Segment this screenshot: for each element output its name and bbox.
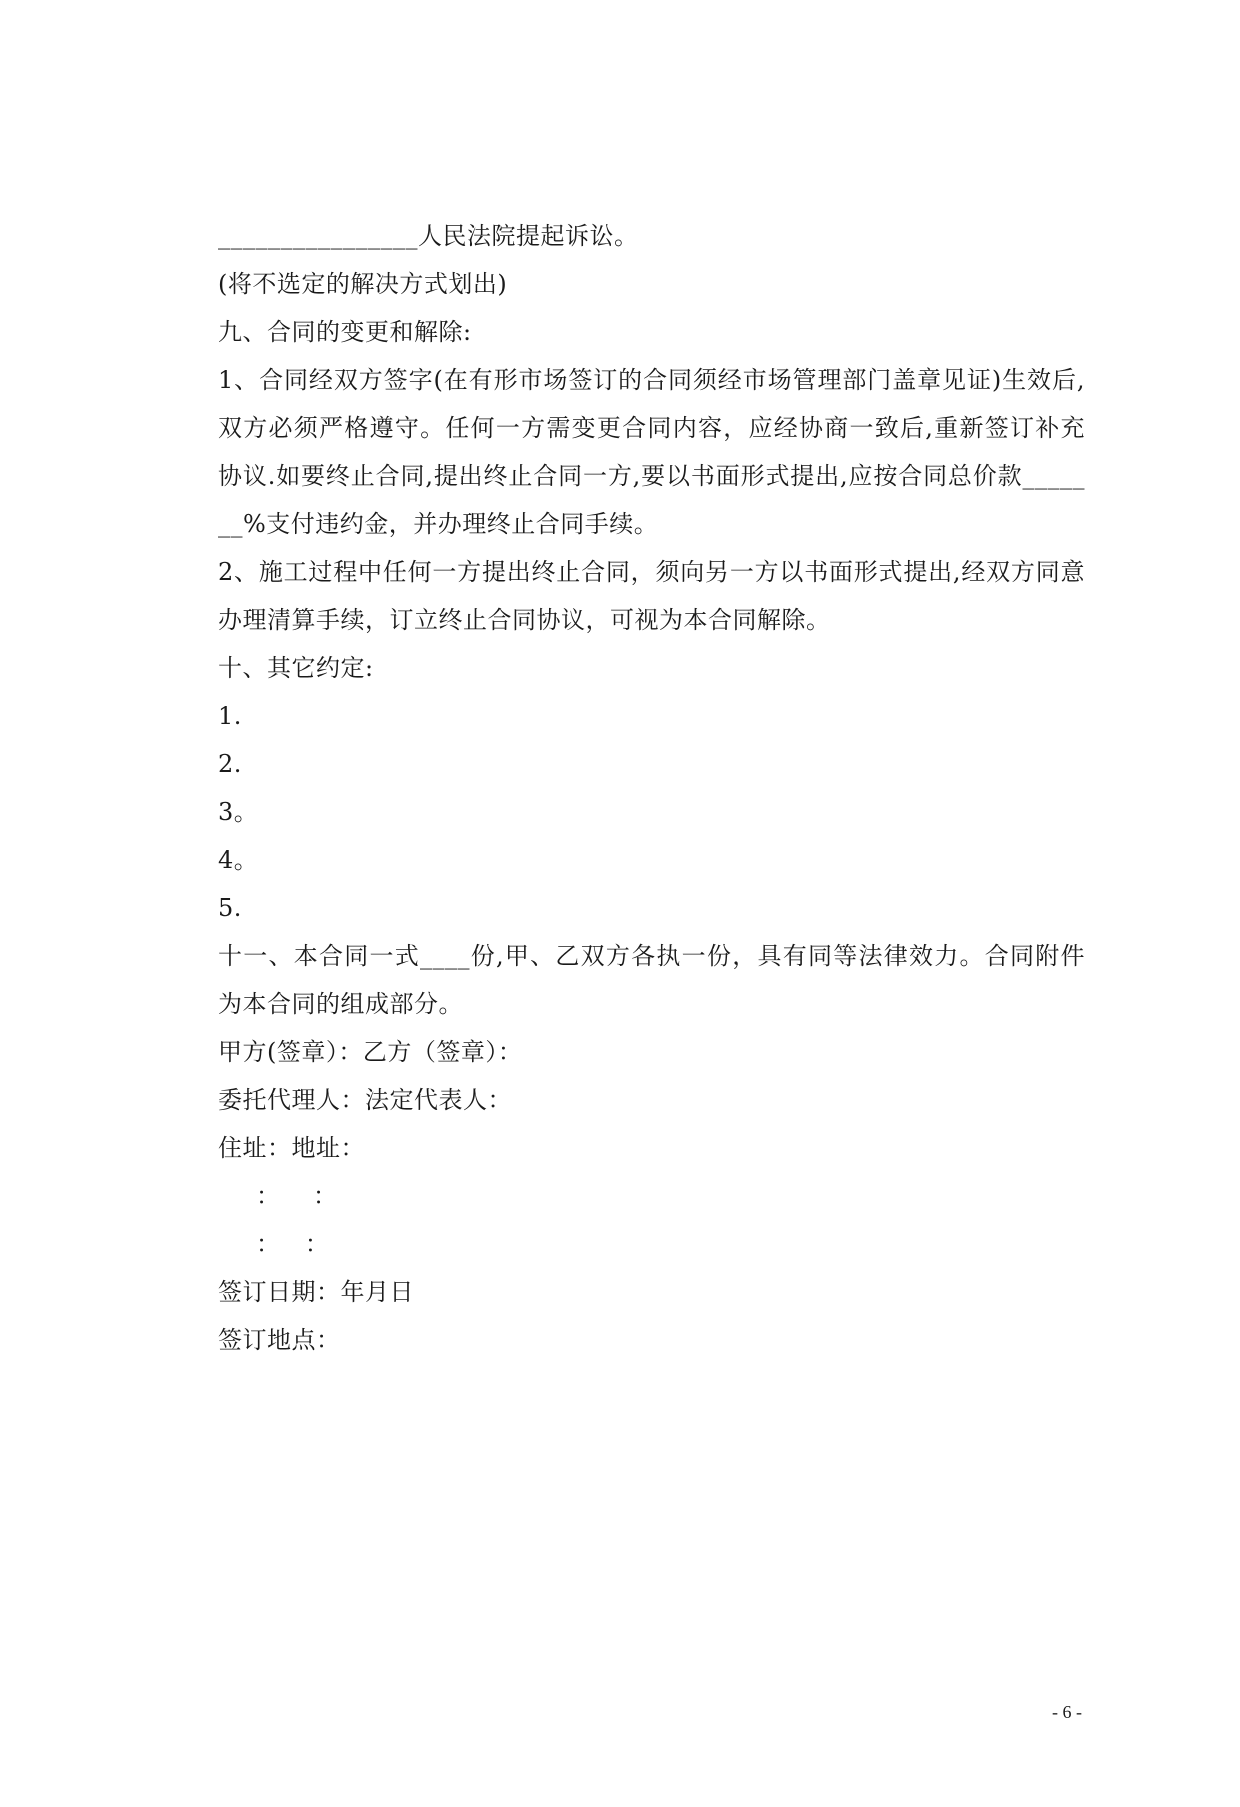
other-term-item: 5. (218, 894, 242, 922)
other-term-item: 1. (218, 702, 242, 730)
agent-representative-line: 委托代理人：法定代表人： (218, 1086, 512, 1114)
other-term-item: 4。 (218, 846, 259, 874)
address-line: 住址：地址： (218, 1134, 365, 1162)
section-9-clause-1-line-3: 协议.如要终止合同,提出终止合同一方,要以书面形式提出,应按合同总价款_____ (218, 462, 1085, 490)
section-9-clause-2-line-1: 2、施工过程中任何一方提出终止合同，须向另一方以书面形式提出,经双方同意 (218, 558, 1085, 586)
blank-field-line: ： ： (256, 1230, 330, 1258)
court-litigation-line: ________________人民法院提起诉讼。 (218, 222, 639, 250)
section-11-line-1: 十一、本合同一式____份,甲、乙双方各执一份，具有同等法律效力。合同附件 (218, 942, 1085, 970)
section-10-heading: 十、其它约定: (218, 654, 374, 682)
contract-body (218, 212, 1085, 1364)
other-term-item: 2. (218, 750, 242, 778)
section-9-clause-1-line-2: 双方必须严格遵守。任何一方需变更合同内容，应经协商一致后,重新签订补充 (218, 414, 1085, 442)
signature-parties-line: 甲方(签章）：乙方（签章）： (218, 1038, 523, 1066)
section-9-clause-1-line-4: __%支付违约金，并办理终止合同手续。 (218, 510, 659, 538)
signing-place-line: 签订地点： (218, 1326, 341, 1354)
blank-field-line: ： ： (256, 1182, 338, 1210)
section-9-clause-1-line-1: 1、合同经双方签字(在有形市场签订的合同须经市场管理部门盖章见证)生效后, (218, 366, 1085, 394)
other-term-item: 3。 (218, 798, 259, 826)
section-9-heading: 九、合同的变更和解除: (218, 318, 472, 346)
section-11-line-2: 为本合同的组成部分。 (218, 990, 463, 1018)
signing-date-line: 签订日期：年月日 (218, 1278, 414, 1306)
section-9-clause-2-line-2: 办理清算手续，订立终止合同协议，可视为本合同解除。 (218, 606, 831, 634)
page-number: - 6 - (1052, 1702, 1082, 1722)
dispute-resolution-note: (将不选定的解决方式划出) (218, 270, 508, 298)
